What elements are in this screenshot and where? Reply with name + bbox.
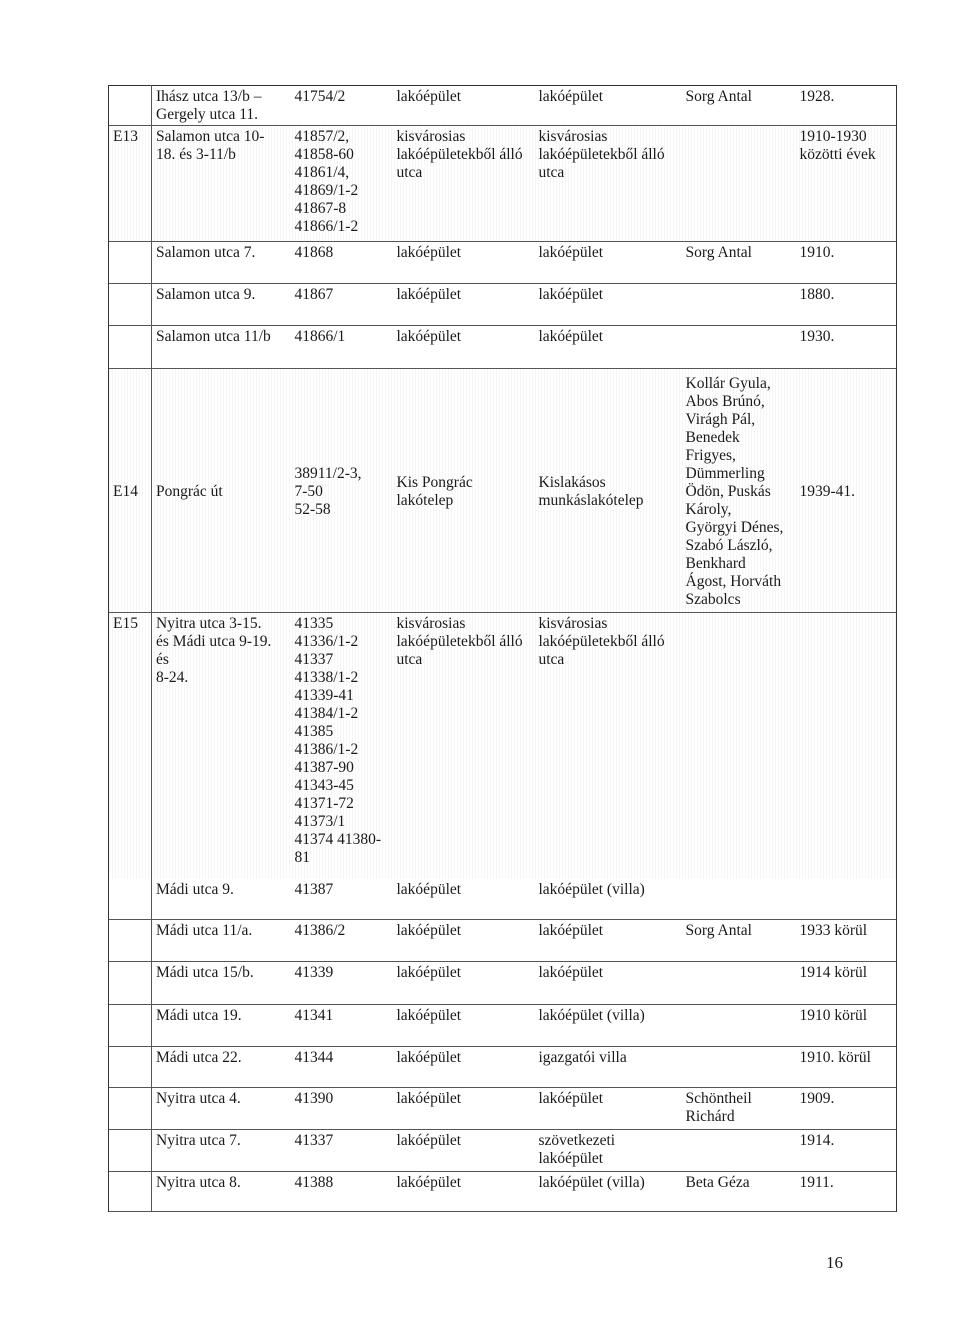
architect-text: Sorg Antal <box>685 922 752 939</box>
cell-date <box>796 126 897 242</box>
cell-type-original <box>393 879 535 920</box>
cell-type-original <box>393 242 535 284</box>
table-row <box>109 1005 897 1047</box>
cell-type-current <box>535 86 682 126</box>
cell-id <box>109 920 152 962</box>
architect-text: Beta Géza <box>685 1174 750 1191</box>
cell-type-original <box>393 1047 535 1088</box>
cell-lot <box>291 242 393 284</box>
architect-text: Schöntheil Richárd <box>685 1090 752 1125</box>
cell-id <box>109 242 152 284</box>
cell-date <box>796 369 897 613</box>
type-original-text: lakóépület <box>396 964 462 981</box>
address-text: Nyitra utca 7. <box>156 1132 241 1149</box>
table-row <box>109 920 897 962</box>
cell-architect <box>682 1172 796 1212</box>
address-text: Salamon utca 9. <box>156 286 256 303</box>
date-text: 1910 körül <box>799 1007 868 1024</box>
cell-type-original <box>393 920 535 962</box>
cell-address <box>152 1088 291 1130</box>
cell-type-current <box>535 326 682 369</box>
address-text: Ihász utca 13/b – Gergely utca 11. <box>156 88 262 123</box>
lot-number-text: 41754/2 <box>294 88 346 105</box>
cell-id <box>109 284 152 326</box>
type-original-text: lakóépület <box>396 1174 462 1191</box>
cell-address <box>152 613 291 879</box>
cell-date <box>796 613 897 879</box>
lot-number-text: 41866/1 <box>294 328 346 345</box>
cell-architect <box>682 1088 796 1130</box>
cell-type-current <box>535 613 682 879</box>
cell-architect <box>682 1005 796 1047</box>
id-text: E14 <box>113 482 138 500</box>
cell-architect <box>682 1047 796 1088</box>
table-row <box>109 1172 897 1212</box>
cell-architect <box>682 962 796 1005</box>
cell-architect <box>682 879 796 920</box>
cell-id <box>109 1172 152 1212</box>
cell-architect <box>682 1130 796 1172</box>
type-current-text: lakóépület <box>538 244 604 261</box>
cell-architect <box>682 613 796 879</box>
cell-id <box>109 369 152 613</box>
cell-type-current <box>535 1088 682 1130</box>
table-row <box>109 242 897 284</box>
table-row <box>109 879 897 920</box>
cell-architect <box>682 86 796 126</box>
type-original-text: lakóépület <box>396 1007 462 1024</box>
type-current-text: szövetkezeti lakóépület <box>538 1132 616 1167</box>
table-row <box>109 962 897 1005</box>
date-text: 1910. körül <box>799 1049 871 1066</box>
address-text: Nyitra utca 3-15. és Mádi utca 9-19. és 8-24. <box>156 615 272 686</box>
table-row <box>109 369 897 613</box>
cell-type-current <box>535 879 682 920</box>
heritage-register-table <box>108 85 897 1212</box>
cell-architect <box>682 284 796 326</box>
cell-date <box>796 1005 897 1047</box>
id-text: E13 <box>113 128 138 145</box>
lot-number-text: 41868 <box>294 244 334 261</box>
address-text: Mádi utca 22. <box>156 1049 242 1066</box>
table-row <box>109 86 897 126</box>
cell-date <box>796 1172 897 1212</box>
date-text: 1880. <box>799 286 835 303</box>
address-text: Nyitra utca 4. <box>156 1090 241 1107</box>
cell-type-original <box>393 284 535 326</box>
cell-id <box>109 326 152 369</box>
cell-type-original <box>393 1172 535 1212</box>
table-row <box>109 284 897 326</box>
date-text: 1933 körül <box>799 922 868 939</box>
type-current-text: kisvárosias lakóépületekből álló utca <box>538 128 665 181</box>
type-current-text: lakóépület <box>538 922 604 939</box>
cell-address <box>152 1130 291 1172</box>
address-text: Salamon utca 11/b <box>156 328 271 345</box>
cell-address <box>152 879 291 920</box>
type-original-text: lakóépület <box>396 286 462 303</box>
cell-id <box>109 879 152 920</box>
type-current-text: lakóépület (villa) <box>538 880 645 898</box>
date-text: 1928. <box>799 88 835 105</box>
type-current-text: lakóépület <box>538 88 604 105</box>
cell-address <box>152 242 291 284</box>
cell-lot <box>291 1172 393 1212</box>
lot-number-text: 41337 <box>294 1132 334 1149</box>
date-text: 1911. <box>799 1174 834 1191</box>
cell-id <box>109 1047 152 1088</box>
cell-type-current <box>535 1047 682 1088</box>
type-original-text: lakóépület <box>396 880 462 898</box>
date-text: 1939-41. <box>799 482 856 500</box>
date-text: 1914. <box>799 1132 835 1149</box>
cell-address <box>152 962 291 1005</box>
lot-number-text: 41386/2 <box>294 922 346 939</box>
address-text: Nyitra utca 8. <box>156 1174 241 1191</box>
lot-number-text: 41341 <box>294 1007 334 1024</box>
cell-id <box>109 962 152 1005</box>
table-row <box>109 326 897 369</box>
cell-type-current <box>535 920 682 962</box>
cell-lot <box>291 86 393 126</box>
type-original-text: lakóépület <box>396 1132 462 1149</box>
table-row <box>109 1047 897 1088</box>
cell-type-original <box>393 86 535 126</box>
lot-number-text: 41335 41336/1-2 41337 41338/1-2 41339-41 41384/1-2 41385 41386/1-2 41387-90 41343-45 41371-72 41373/1 41374 41380- 81 <box>294 615 382 866</box>
cell-type-original <box>393 1005 535 1047</box>
cell-lot <box>291 1088 393 1130</box>
cell-architect <box>682 242 796 284</box>
cell-id <box>109 613 152 879</box>
cell-type-current <box>535 242 682 284</box>
cell-lot <box>291 126 393 242</box>
cell-type-current <box>535 284 682 326</box>
cell-type-original <box>393 1130 535 1172</box>
date-text: 1910. <box>799 244 835 261</box>
date-text: 1910-1930 közötti évek <box>799 128 876 163</box>
cell-type-original <box>393 1088 535 1130</box>
cell-id <box>109 1130 152 1172</box>
cell-lot <box>291 369 393 613</box>
type-current-text: lakóépület (villa) <box>538 1174 645 1191</box>
cell-date <box>796 1130 897 1172</box>
type-current-text: lakóépület (villa) <box>538 1007 645 1024</box>
type-original-text: lakóépület <box>396 922 462 939</box>
cell-date <box>796 962 897 1005</box>
cell-type-current <box>535 126 682 242</box>
lot-number-text: 41387 <box>294 880 334 898</box>
cell-id <box>109 1088 152 1130</box>
type-current-text: lakóépület <box>538 1090 604 1107</box>
cell-lot <box>291 962 393 1005</box>
type-original-text: lakóépület <box>396 1090 462 1107</box>
cell-architect <box>682 369 796 613</box>
date-text: 1930. <box>799 328 835 345</box>
cell-date <box>796 242 897 284</box>
date-text: 1909. <box>799 1090 835 1107</box>
cell-type-current <box>535 1005 682 1047</box>
cell-address <box>152 326 291 369</box>
cell-architect <box>682 126 796 242</box>
cell-date <box>796 879 897 920</box>
cell-lot <box>291 920 393 962</box>
architect-text: Sorg Antal <box>685 88 752 105</box>
cell-lot <box>291 1005 393 1047</box>
cell-lot <box>291 284 393 326</box>
lot-number-text: 41339 <box>294 964 334 981</box>
cell-architect <box>682 326 796 369</box>
lot-number-text: 38911/2-3, 7-50 52-58 <box>294 464 362 518</box>
page-number: 16 <box>826 1253 843 1272</box>
cell-type-original <box>393 962 535 1005</box>
type-current-text: lakóépület <box>538 328 604 345</box>
cell-type-original <box>393 326 535 369</box>
address-text: Mádi utca 11/a. <box>156 922 253 939</box>
cell-address <box>152 126 291 242</box>
type-current-text: kisvárosias lakóépületekből álló utca <box>538 615 665 668</box>
table-row <box>109 126 897 242</box>
address-text: Mádi utca 9. <box>156 880 234 898</box>
cell-date <box>796 326 897 369</box>
type-current-text: lakóépület <box>538 286 604 303</box>
lot-number-text: 41344 <box>294 1049 334 1066</box>
address-text: Mádi utca 15/b. <box>156 964 254 981</box>
type-current-text: lakóépület <box>538 964 604 981</box>
cell-type-original <box>393 126 535 242</box>
cell-lot <box>291 1130 393 1172</box>
type-original-text: Kis Pongrác lakótelep <box>396 473 473 509</box>
cell-type-original <box>393 369 535 613</box>
cell-lot <box>291 1047 393 1088</box>
cell-date <box>796 1047 897 1088</box>
cell-lot <box>291 613 393 879</box>
lot-number-text: 41867 <box>294 286 334 303</box>
type-original-text: lakóépület <box>396 328 462 345</box>
table-body <box>109 86 897 1212</box>
cell-address <box>152 1047 291 1088</box>
address-text: Salamon utca 7. <box>156 244 256 261</box>
date-text: 1914 körül <box>799 964 868 981</box>
cell-address <box>152 284 291 326</box>
cell-type-current <box>535 369 682 613</box>
address-text: Salamon utca 10- 18. és 3-11/b <box>156 128 265 163</box>
type-original-text: lakóépület <box>396 244 462 261</box>
type-original-text: lakóépület <box>396 1049 462 1066</box>
cell-type-current <box>535 1172 682 1212</box>
address-text: Pongrác út <box>156 482 223 500</box>
type-original-text: kisvárosias lakóépületekből álló utca <box>396 615 523 668</box>
cell-date <box>796 86 897 126</box>
cell-id <box>109 1005 152 1047</box>
architect-text: Sorg Antal <box>685 244 752 261</box>
cell-address <box>152 1172 291 1212</box>
cell-lot <box>291 326 393 369</box>
table-row <box>109 1130 897 1172</box>
type-original-text: kisvárosias lakóépületekből álló utca <box>396 128 523 181</box>
cell-architect <box>682 920 796 962</box>
cell-type-current <box>535 962 682 1005</box>
lot-number-text: 41857/2, 41858-60 41861/4, 41869/1-2 41867-8 41866/1-2 <box>294 128 359 235</box>
cell-id <box>109 86 152 126</box>
cell-address <box>152 369 291 613</box>
cell-id <box>109 126 152 242</box>
cell-address <box>152 1005 291 1047</box>
table-row <box>109 1088 897 1130</box>
type-current-text: Kislakásos munkáslakótelep <box>538 473 644 509</box>
table-row <box>109 613 897 879</box>
cell-lot <box>291 879 393 920</box>
address-text: Mádi utca 19. <box>156 1007 242 1024</box>
cell-address <box>152 920 291 962</box>
type-original-text: lakóépület <box>396 88 462 105</box>
cell-type-current <box>535 1130 682 1172</box>
cell-date <box>796 1088 897 1130</box>
cell-date <box>796 284 897 326</box>
cell-type-original <box>393 613 535 879</box>
id-text: E15 <box>113 615 138 632</box>
lot-number-text: 41388 <box>294 1174 334 1191</box>
cell-address <box>152 86 291 126</box>
architect-text: Kollár Gyula, Abos Brúnó, Virágh Pál, Benedek Frigyes, Dümmerling Ödön, Puskás Károly, Györgyi Dénes, Szabó László, Benkhard Ágost, Horváth Szabolcs <box>685 374 784 608</box>
cell-date <box>796 920 897 962</box>
lot-number-text: 41390 <box>294 1090 334 1107</box>
type-current-text: igazgatói villa <box>538 1049 627 1066</box>
